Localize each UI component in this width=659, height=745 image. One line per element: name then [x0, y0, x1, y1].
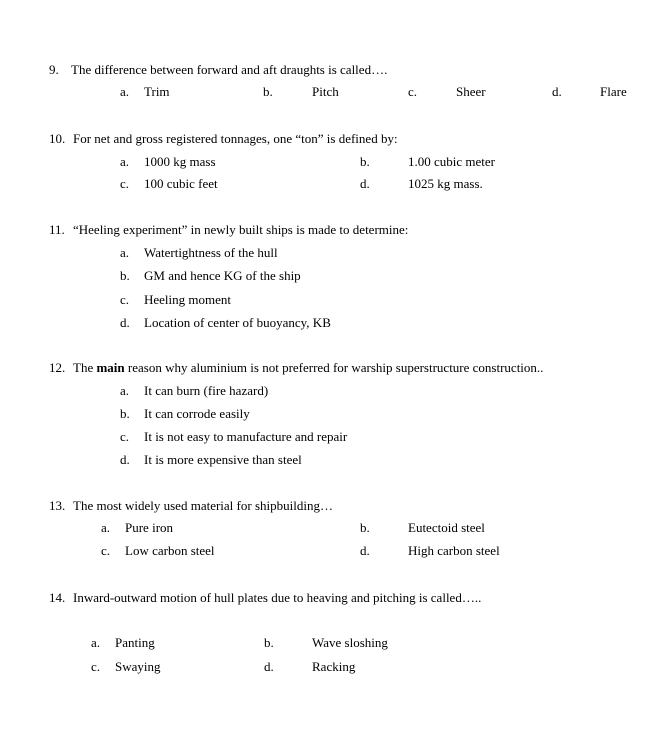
- option-letter: b.: [120, 268, 130, 283]
- question-14: [49, 590, 481, 606]
- option-9d: [552, 84, 627, 100]
- option-letter: a.: [91, 635, 101, 650]
- option-text: High carbon steel: [408, 543, 500, 558]
- question-number: 14.: [49, 590, 66, 605]
- option-text: Low carbon steel: [125, 543, 215, 558]
- option-10b: [360, 154, 495, 170]
- option-text: It is not easy to manufacture and repair: [144, 429, 348, 444]
- option-9b: [263, 84, 339, 100]
- question-number: 11.: [49, 222, 65, 237]
- option-letter: c.: [101, 543, 111, 558]
- option-text: Pure iron: [125, 520, 174, 535]
- option-letter: b.: [263, 84, 273, 99]
- option-13c: [101, 543, 215, 559]
- option-11d: [120, 315, 331, 331]
- option-text: 1.00 cubic meter: [408, 154, 495, 169]
- option-text: It is more expensive than steel: [144, 452, 302, 467]
- option-text: Watertightness of the hull: [144, 245, 278, 260]
- option-letter: c.: [120, 292, 130, 307]
- option-letter: d.: [120, 452, 130, 467]
- option-text: Panting: [115, 635, 155, 650]
- option-text: GM and hence KG of the ship: [144, 268, 301, 283]
- question-text: The most widely used material for shipbuilding…: [73, 498, 333, 513]
- question-9: [49, 62, 387, 78]
- option-text: Trim: [144, 84, 170, 99]
- option-text: It can corrode easily: [144, 406, 250, 421]
- option-12d: [120, 452, 302, 468]
- option-letter: c.: [91, 659, 101, 674]
- option-text: Pitch: [312, 84, 339, 99]
- option-letter: d.: [120, 315, 130, 330]
- option-10a: [120, 154, 216, 170]
- option-text: 1000 kg mass: [144, 154, 216, 169]
- question-11: [49, 222, 408, 238]
- question-13: [49, 498, 333, 514]
- question-text: Inward-outward motion of hull plates due to heaving and pitching is called…..: [73, 590, 482, 605]
- question-number: 12.: [49, 360, 66, 375]
- option-14b: [264, 635, 388, 651]
- option-9c: [408, 84, 486, 100]
- option-14d: [264, 659, 355, 675]
- option-letter: c.: [120, 429, 130, 444]
- option-text: Sheer: [456, 84, 486, 99]
- option-text: Racking: [312, 659, 356, 674]
- option-10d: [360, 176, 483, 192]
- option-13d: [360, 543, 500, 559]
- option-12b: [120, 406, 250, 422]
- option-letter: b.: [360, 520, 370, 535]
- option-12a: [120, 383, 268, 399]
- option-text: Wave sloshing: [312, 635, 388, 650]
- option-12c: [120, 429, 347, 445]
- question-10: [49, 131, 398, 147]
- option-13b: [360, 520, 485, 536]
- question-text-bold: main: [96, 360, 125, 375]
- option-text: Location of center of buoyancy, KB: [144, 315, 331, 330]
- option-letter: d.: [360, 176, 370, 191]
- option-letter: a.: [120, 84, 130, 99]
- question-text-before: The: [73, 360, 97, 375]
- option-letter: d.: [264, 659, 274, 674]
- option-letter: a.: [120, 383, 130, 398]
- question-12: [49, 360, 543, 376]
- option-11b: [120, 268, 301, 284]
- option-text: 100 cubic feet: [144, 176, 218, 191]
- question-number: 9.: [49, 62, 59, 77]
- option-text: Flare: [600, 84, 627, 99]
- option-text: Heeling moment: [144, 292, 232, 307]
- option-letter: a.: [120, 154, 130, 169]
- question-text-after: reason why aluminium is not preferred for warship superstructure construction..: [124, 360, 544, 375]
- option-letter: c.: [408, 84, 418, 99]
- option-9a: [120, 84, 170, 100]
- option-11a: [120, 245, 278, 261]
- option-10c: [120, 176, 218, 192]
- option-letter: b.: [360, 154, 370, 169]
- option-letter: a.: [101, 520, 111, 535]
- question-number: 13.: [49, 498, 66, 513]
- option-letter: b.: [120, 406, 130, 421]
- question-text: For net and gross registered tonnages, one “ton” is defined by:: [73, 131, 398, 146]
- option-letter: b.: [264, 635, 274, 650]
- option-11c: [120, 292, 231, 308]
- question-text: “Heeling experiment” in newly built ships is made to determine:: [73, 222, 409, 237]
- option-letter: d.: [360, 543, 370, 558]
- option-text: It can burn (fire hazard): [144, 383, 269, 398]
- option-text: Swaying: [115, 659, 161, 674]
- question-text: The difference between forward and aft draughts is called….: [71, 62, 388, 77]
- option-letter: c.: [120, 176, 130, 191]
- option-text: 1025 kg mass.: [408, 176, 483, 191]
- option-14c: [91, 659, 161, 675]
- question-number: 10.: [49, 131, 66, 146]
- option-letter: d.: [552, 84, 562, 99]
- option-text: Eutectoid steel: [408, 520, 485, 535]
- option-letter: a.: [120, 245, 130, 260]
- option-14a: [91, 635, 155, 651]
- option-13a: [101, 520, 173, 536]
